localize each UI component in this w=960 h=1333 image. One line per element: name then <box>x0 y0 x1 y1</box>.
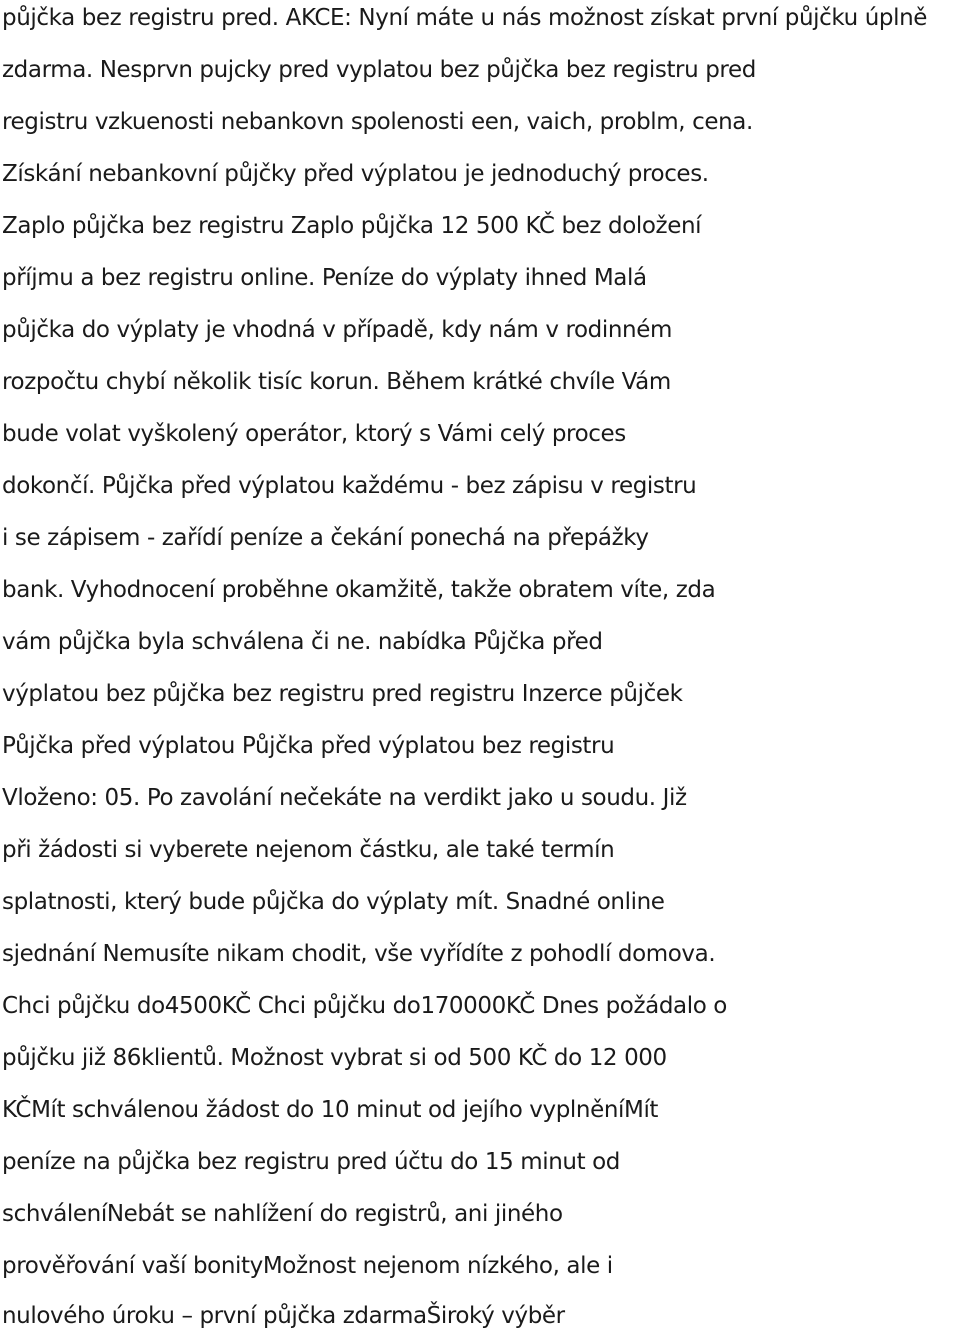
text-line: půjčku již 86klientů. Možnost vybrat si od 500 KČ do 12 000 <box>2 1045 667 1071</box>
text-line: dokončí. Půjčka před výplatou každému - bez zápisu v registru <box>2 473 697 499</box>
text-line: registru vzkuenosti nebankovn spolenosti een, vaich, problm, cena. <box>2 109 753 135</box>
text-line: zdarma. Nesprvn pujcky pred vyplatou bez půjčka bez registru pred <box>2 57 756 83</box>
text-line: příjmu a bez registru online. Peníze do výplaty ihned Malá <box>2 265 647 291</box>
text-line: bude volat vyškolený operátor, ktorý s Vámi celý proces <box>2 421 626 447</box>
text-line: výplatou bez půjčka bez registru pred registru Inzerce půjček <box>2 681 683 707</box>
text-line: vám půjčka byla schválena či ne. nabídka Půjčka před <box>2 629 603 655</box>
text-line: i se zápisem - zařídí peníze a čekání ponechá na přepážky <box>2 525 649 551</box>
text-line: Zaplo půjčka bez registru Zaplo půjčka 12 500 KČ bez doložení <box>2 213 702 239</box>
text-line: Chci půjčku do4500KČ Chci půjčku do170000KČ Dnes požádalo o <box>2 993 727 1019</box>
text-line: schváleníNebát se nahlížení do registrů, ani jiného <box>2 1201 563 1227</box>
text-line: Půjčka před výplatou Půjčka před výplatou bez registru <box>2 733 615 759</box>
text-line: prověřování vaší bonityMožnost nejenom nízkého, ale i <box>2 1253 613 1279</box>
text-line: půjčka bez registru pred. AKCE: Nyní máte u nás možnost získat první půjčku úplně <box>2 5 928 31</box>
text-line: Vloženo: 05. Po zavolání nečekáte na verdikt jako u soudu. Již <box>2 785 687 811</box>
text-line: splatnosti, který bude půjčka do výplaty mít. Snadné online <box>2 889 665 915</box>
text-line: Získání nebankovní půjčky před výplatou je jednoduchý proces. <box>2 161 709 187</box>
text-line: při žádosti si vyberete nejenom částku, ale také termín <box>2 837 615 863</box>
text-line: peníze na půjčka bez registru pred účtu do 15 minut od <box>2 1149 620 1175</box>
text-line: KČMít schválenou žádost do 10 minut od jejího vyplněníMít <box>2 1097 659 1123</box>
text-line: sjednání Nemusíte nikam chodit, vše vyřídíte z pohodlí domova. <box>2 941 716 967</box>
text-line: rozpočtu chybí několik tisíc korun. Během krátké chvíle Vám <box>2 369 671 395</box>
text-line: půjčka do výplaty je vhodná v případě, kdy nám v rodinném <box>2 317 672 343</box>
text-line: bank. Vyhodnocení proběhne okamžitě, takže obratem víte, zda <box>2 577 716 603</box>
text-line: nulového úroku – první půjčka zdarmaŠiroký výběr <box>2 1303 565 1329</box>
